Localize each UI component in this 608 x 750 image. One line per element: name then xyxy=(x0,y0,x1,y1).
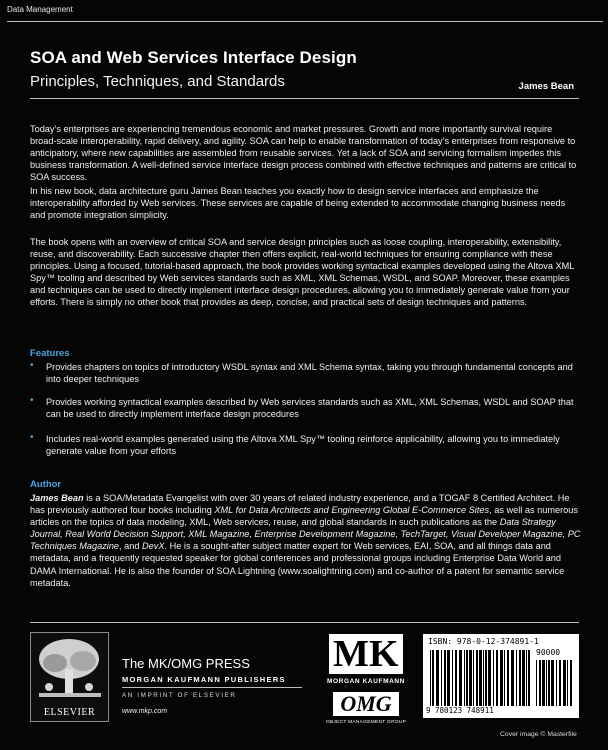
bio-book-title: XML for Data Architects and Engineering Global E-Commerce Sites xyxy=(214,505,490,516)
bio-publication: DevX xyxy=(142,541,165,552)
author-name: James Bean xyxy=(518,81,574,92)
bio-text: , and xyxy=(119,541,143,552)
bullet-icon: • xyxy=(30,432,34,443)
bottom-divider xyxy=(30,622,579,623)
bio-author-name: James Bean xyxy=(30,493,84,503)
book-subtitle: Principles, Techniques, and Standards xyxy=(30,73,285,90)
feature-text: Provides chapters on topics of introductory WSDL syntax and XML Schema syntax, taking you through fundamental concepts and into deeper techniques xyxy=(46,362,573,385)
bio-publications: Data Strategy Journal, Real World Decision Support, XML Magazine, Enterprise Development Magazine, TechTarget, Visual Developer Magazine, PC Techniques Magazine xyxy=(30,517,581,552)
author-heading: Author xyxy=(30,479,62,490)
title-divider xyxy=(30,98,579,99)
top-divider xyxy=(7,21,603,22)
price-code: 90000 xyxy=(536,648,561,657)
elsevier-logo xyxy=(30,632,109,722)
publisher-website: www.mkp.com xyxy=(122,708,168,715)
image-credit: Cover image © Masterfile xyxy=(500,731,577,738)
press-title: The MK/OMG PRESS xyxy=(122,656,250,671)
description-paragraph: The book opens with an overview of critical SOA and service design principles such as loose coupling, interoperability, extensibility, reuse, and discoverability. Each successive chapter then offers explicit, real-world techniques for ensuring compliance with these principles. Using a focused, tutorial-based approach, the book provides working syntactical examples developed using the Altova XML Spy™ tooling and described by Web services standards such as XML, XML Schemas, WSDL, and SOAP. Moreover, these examples and techniques can be used to directly implement interface design procedures, allowing you to immediately generate value from your efforts. There is simply no other book that provides as deep, concise, and practical sets of design techniques and patterns. xyxy=(30,237,575,308)
feature-text: Includes real-world examples generated using the Altova XML Spy™ tooling reinforce applicability, allowing you to immediately generate value from your efforts xyxy=(46,434,560,457)
omg-logo xyxy=(323,690,409,730)
isbn-barcode-icon xyxy=(430,650,532,706)
mk-wordmark: MORGAN KAUFMANN xyxy=(327,678,405,685)
features-heading: Features xyxy=(30,348,70,359)
isbn-label: ISBN: 978-0-12-374891-1 xyxy=(428,637,539,646)
bio-text: is a SOA/Metadata Evangelist with over 30 years of related industry experience, and a TOGAF 8 Certified Architect. He has previously authored four books including xyxy=(30,493,570,516)
price-barcode-icon xyxy=(536,660,576,706)
press-subtitle: MORGAN KAUFMANN PUBLISHERS xyxy=(122,675,286,684)
mk-monogram-icon: M K xyxy=(329,634,403,674)
feature-text: Provides working syntactical examples described by Web services standards such as XML, XML Schemas, WSDL and SOAP that can be used to directly implement interface design procedures xyxy=(46,397,574,420)
description-paragraph: In his new book, data architecture guru James Bean teaches you exactly how to design service interfaces and emphasize the interoperability afforded by Web services. These services are capable of being extended to accommodate changing business needs and promote integration simplicity. xyxy=(30,186,566,221)
bullet-icon: • xyxy=(30,395,34,406)
bio-text: . He is a sought-after subject matter expert for Web services, EAI, SOA, and all things data and metadata, and a frequently requested speaker for global conferences and professional groups including Enterprise Data World and DAMA International. He is also the founder of SOA Lightning (www.soalightning.com) and co-author of a patent for semantic service metadata. xyxy=(30,541,565,588)
barcode-number: 9 780123 748911 xyxy=(426,706,494,715)
imprint-label: AN IMPRINT OF ELSEVIER xyxy=(122,692,237,699)
book-title: SOA and Web Services Interface Design xyxy=(30,48,357,67)
bullet-icon: • xyxy=(30,360,34,371)
category-label: Data Management xyxy=(7,5,73,14)
description-paragraph: Today’s enterprises are experiencing tremendous economic and market pressures. Growth and more importantly survival require broad-scale interoperability, rapid delivery, and agility. SOA can help to enable transformation of today’s enterprises from responsive to anticipatory, where new capabilities are assembled from reusable services. Yet a lack of SOA and servicing formalism impedes this business transformation. A well-defined service interface design process combined with effective techniques and patterns are critical to SOA success. xyxy=(30,124,577,183)
bio-text: , as well as numerous articles on the topics of data modeling, XML, Web services, reuse, and global standards in such publications as the xyxy=(30,505,578,528)
author-bio xyxy=(30,492,582,589)
omg-wordmark: OBJECT MANAGEMENT GROUP xyxy=(325,720,407,725)
mk-logo xyxy=(323,634,409,690)
elsevier-wordmark: ELSEVIER xyxy=(43,707,96,718)
tree-emblem-icon xyxy=(31,633,108,707)
press-divider xyxy=(122,687,302,688)
omg-letters-icon: OMG xyxy=(333,692,399,716)
